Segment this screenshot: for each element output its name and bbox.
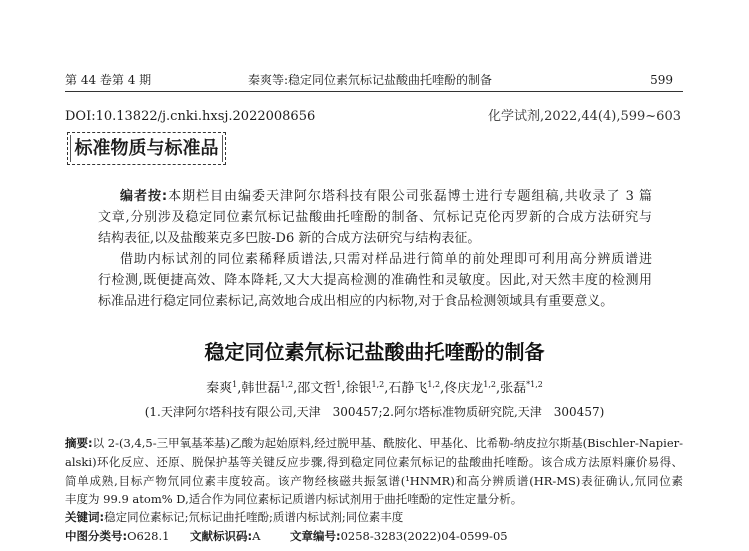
clc-label: 中图分类号:	[65, 529, 128, 543]
author-name: 邵文哲	[297, 381, 337, 396]
editor-note-line: 结构表征,以及盐酸莱克多巴胺-D6 新的合成方法研究与结构表征。	[98, 231, 481, 246]
abstract-label: 摘要:	[65, 436, 93, 450]
page-number: 599	[650, 73, 673, 87]
header-rule	[65, 91, 683, 92]
author-separator: ,	[440, 381, 445, 396]
abstract-line: 丰度为 99.9 atom% D,适合作为同位素标记质谱内标试剂用于曲托喹酚的定性定量分析。	[65, 492, 523, 506]
clc-number	[65, 528, 185, 544]
article-number	[290, 528, 683, 544]
author-affiliation-mark: 1,2	[427, 380, 441, 389]
author-list	[60, 379, 689, 399]
author-separator: ,	[293, 381, 298, 396]
author-separator: ,	[237, 381, 242, 396]
column-title: 标准物质与标准品	[74, 138, 219, 159]
author-name: 张磊	[500, 381, 527, 396]
editor-note-line: 标准品进行稳定同位素标记,高效地合成出相应的内标物,对于食品检测领域具有重要意义。	[98, 294, 614, 309]
author-affiliation-mark: 1,2	[371, 380, 385, 389]
editor-note-line: 借助内标试剂的同位素稀释质谱法,只需对样品进行简单的前处理即可利用高分辨质谱进	[120, 252, 652, 267]
article-number-label: 文章编号:	[290, 529, 341, 543]
keywords-text: 稳定同位素标记;氘标记曲托喹酚;质谱内标试剂;同位素丰度	[104, 510, 404, 524]
journal-volume-issue: 第 44 卷第 4 期	[65, 73, 152, 87]
article-number-value: 0258-3283(2022)04-0599-05	[340, 529, 508, 543]
keywords-label: 关键词:	[65, 510, 105, 524]
doi: DOI:10.13822/j.cnki.hxsj.2022008656	[65, 109, 316, 124]
author-affiliation-mark: 1	[232, 380, 238, 389]
keywords	[65, 509, 683, 525]
author-affiliation-mark: 1,2	[483, 380, 497, 389]
author-affiliation-mark: *1,2	[526, 380, 543, 389]
author-name: 徐银	[345, 381, 372, 396]
author-separator: ,	[341, 381, 346, 396]
abstract-text: 以 2-(3,4,5-三甲氧基苯基)乙酸为起始原料,经过脱甲基、酰胺化、甲基化、比希勒-纳皮拉尔斯基(Bischler-Napier-	[92, 436, 683, 450]
editor-note-line: 行检测,既便捷高效、降本降耗,又大大提高检测的准确性和灵敏度。因此,对天然丰度的检测用	[98, 273, 652, 288]
abstract-line: 简单成熟,目标产物氘同位素丰度较高。该产物经核磁共振氢谱(¹HNMR)和高分辨质谱(HR-MS)表征确认,氘同位素	[65, 474, 683, 488]
editor-note-text: 本期栏目由编委天津阿尔塔科技有限公司张磊博士进行专题组稿,共收录了 3 篇	[167, 189, 652, 204]
journal-citation: 化学试剂,2022,44(4),599~603	[488, 109, 681, 124]
running-title: 秦爽等:稳定同位素氘标记盐酸曲托喹酚的制备	[248, 73, 493, 87]
editor-note-label: 编者按:	[120, 189, 168, 204]
abstract-line: alski)环化反应、还原、脱保护基等关键反应步骤,得到稳定同位素氘标记的盐酸曲托喹酚。该合成方法原料廉价易得、	[65, 455, 683, 469]
author-separator: ,	[384, 381, 389, 396]
affiliation: (1.天津阿尔塔科技有限公司,天津 300457;2.阿尔塔标准物质研究院,天津 300457)	[144, 405, 605, 419]
editor-note-line: 文章,分别涉及稳定同位素氘标记盐酸曲托喹酚的制备、氘标记克伦丙罗新的合成方法研究与	[98, 210, 652, 225]
column-box	[67, 132, 226, 165]
author-name: 佟庆龙	[444, 381, 484, 396]
editor-note-line	[120, 188, 652, 205]
clc-value: O628.1	[127, 529, 170, 543]
author-name: 韩世磊	[241, 381, 281, 396]
document-code	[190, 528, 285, 544]
document-code-value: A	[252, 529, 261, 543]
abstract-line	[65, 435, 683, 451]
author-name: 秦爽	[206, 381, 233, 396]
author-name: 石静飞	[388, 381, 428, 396]
article-title: 稳定同位素氘标记盐酸曲托喹酚的制备	[204, 340, 545, 364]
document-code-label: 文献标识码:	[190, 529, 253, 543]
author-affiliation-mark: 1	[336, 380, 342, 389]
author-affiliation-mark: 1,2	[280, 380, 294, 389]
author-separator: ,	[496, 381, 501, 396]
